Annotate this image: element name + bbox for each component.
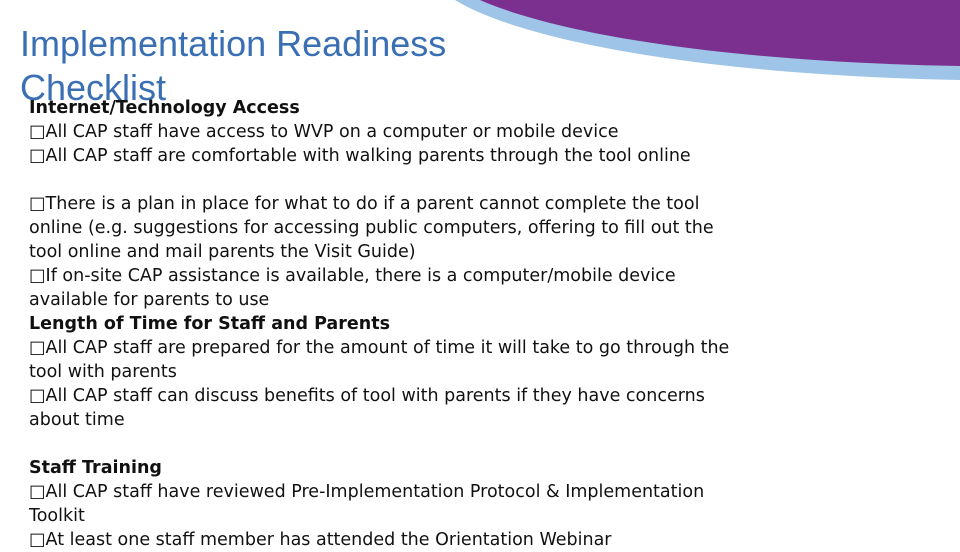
spacer [29, 168, 819, 192]
slide-title: Implementation Readiness Checklist [20, 23, 447, 108]
checklist-item-text: All CAP staff have reviewed Pre-Implementation Protocol & Implementation [45, 482, 705, 502]
checkbox-icon: □ [29, 338, 46, 358]
checklist-body [29, 96, 819, 552]
section-heading-staff-training: Staff Training [29, 458, 162, 478]
spacer [29, 432, 819, 456]
checklist-item-text: There is a plan in place for what to do if a parent cannot complete the tool [45, 194, 700, 214]
checklist-item [29, 264, 819, 288]
checkbox-icon: □ [29, 386, 46, 406]
checklist-item [29, 480, 819, 504]
checklist-item-continuation: tool with parents [29, 362, 177, 382]
checklist-item [29, 120, 819, 144]
checkbox-icon: □ [29, 266, 46, 286]
checklist-item-continuation: tool online and mail parents the Visit Guide) [29, 242, 416, 262]
checklist-item [29, 528, 819, 552]
checklist-item-continuation: available for parents to use [29, 290, 270, 310]
swoosh-purple-band [480, 0, 960, 66]
checklist-item-continuation: Toolkit [29, 506, 85, 526]
checklist-item-text: If on-site CAP assistance is available, there is a computer/mobile device [45, 266, 676, 286]
section-heading-length-of-time: Length of Time for Staff and Parents [29, 314, 390, 334]
checklist-item-text: At least one staff member has attended the Orientation Webinar [45, 530, 612, 550]
section-heading-internet-technology: Internet/Technology Access [29, 98, 300, 118]
checklist-item [29, 144, 819, 168]
checklist-item [29, 192, 819, 216]
checkbox-icon: □ [29, 194, 46, 214]
checklist-item-text: All CAP staff are prepared for the amount of time it will take to go through the [45, 338, 730, 358]
checkbox-icon: □ [29, 122, 46, 142]
checklist-item-text: All CAP staff are comfortable with walking parents through the tool online [45, 146, 691, 166]
checklist-item-continuation: about time [29, 410, 125, 430]
checkbox-icon: □ [29, 146, 46, 166]
checklist-item-text: All CAP staff have access to WVP on a computer or mobile device [45, 122, 619, 142]
checklist-item-text: All CAP staff can discuss benefits of tool with parents if they have concerns [45, 386, 705, 406]
checklist-item [29, 336, 819, 360]
checkbox-icon: □ [29, 482, 46, 502]
checklist-item [29, 384, 819, 408]
checklist-item-continuation: online (e.g. suggestions for accessing public computers, offering to fill out the [29, 218, 714, 238]
checkbox-icon: □ [29, 530, 46, 550]
